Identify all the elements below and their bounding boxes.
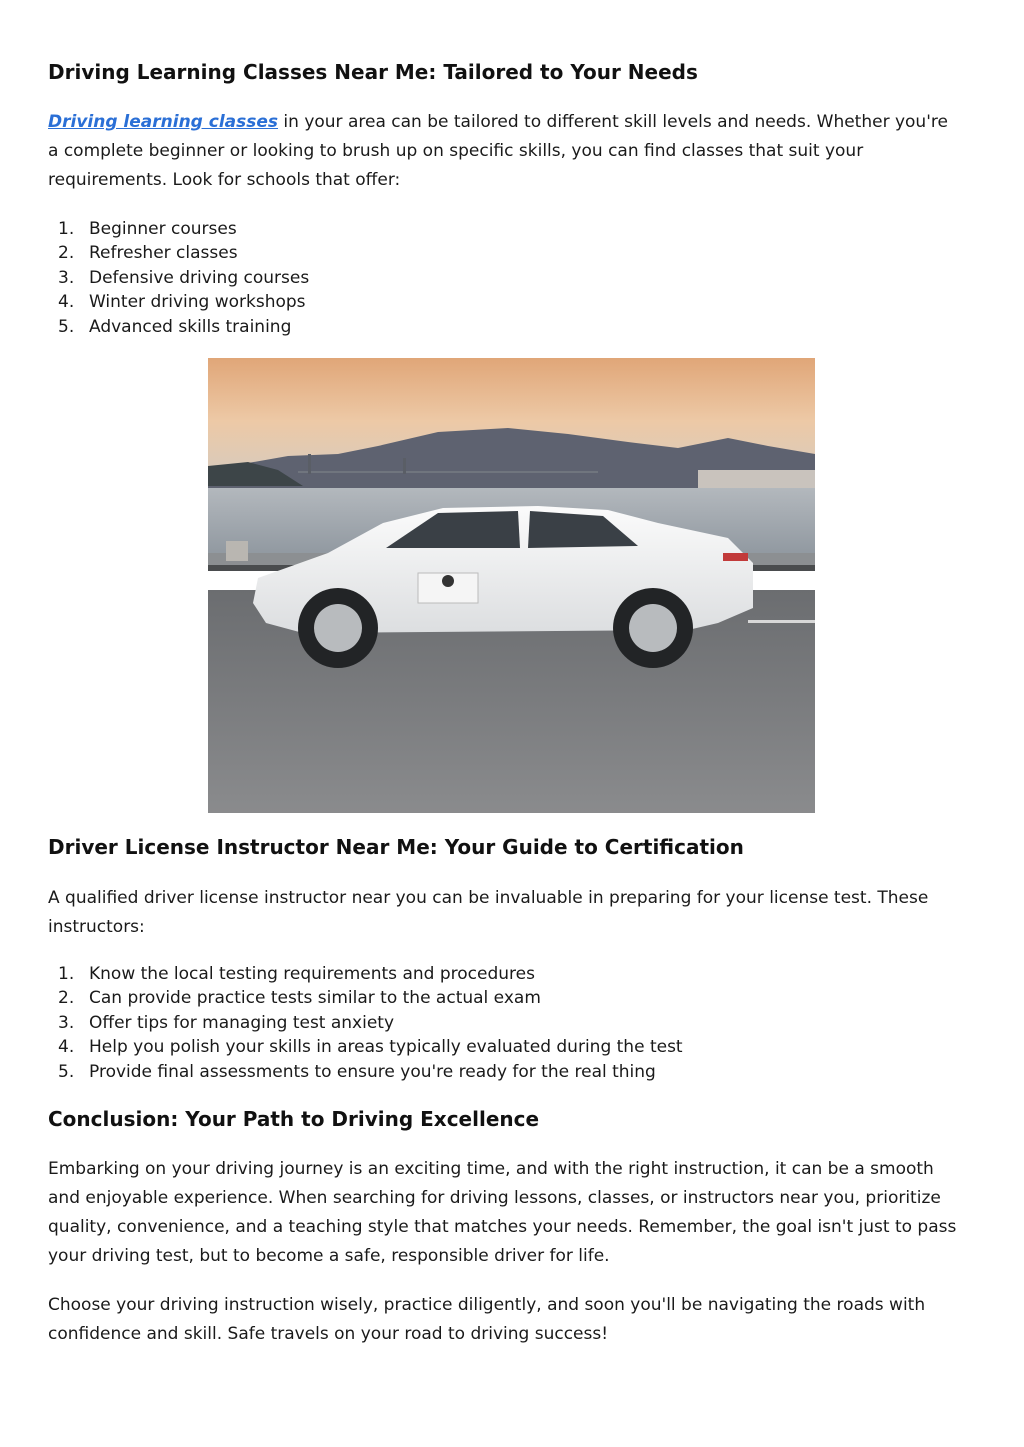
conclusion-paragraph-2: Choose your driving instruction wisely, practice diligently, and soon you'll be navigating the roads with confidence and skill. Safe travels on your road to driving success! [48, 1295, 926, 1344]
list-item: 5. Provide final assessments to ensure you're ready for the real thing [58, 1061, 656, 1082]
list-item: 3. Offer tips for managing test anxiety [58, 1012, 395, 1033]
section-heading-classes: Driving Learning Classes Near Me: Tailored to Your Needs [48, 60, 698, 84]
list-item: 1. Beginner courses [58, 219, 237, 239]
instructor-intro-paragraph: A qualified driver license instructor near you can be invaluable in preparing for your license test. These instructors: [48, 888, 929, 937]
list-item: 3. Defensive driving courses [58, 267, 310, 288]
section-heading-conclusion: Conclusion: Your Path to Driving Excellence [48, 1107, 540, 1131]
section-heading-instructor: Driver License Instructor Near Me: Your Guide to Certification [48, 835, 744, 859]
conclusion-paragraph-1: Embarking on your driving journey is an exciting time, and with the right instruction, it can be a smooth and enjoyable experience. When searching for driving lessons, classes, or instructors near you, prioritize quality, convenience, and a teaching style that matches your needs. Remember, the goal isn't just to pass your driving test, but to become a safe, responsible driver for life. [48, 1159, 957, 1266]
list-item: 5. Advanced skills training [58, 316, 292, 337]
list-item: 1. Know the local testing requirements and procedures [58, 964, 535, 984]
car-photo [208, 358, 815, 813]
driving-learning-classes-link[interactable]: Driving learning classes [48, 112, 279, 132]
list-item: 4. Winter driving workshops [58, 292, 306, 313]
classes-intro-paragraph [48, 108, 963, 195]
list-item: 2. Refresher classes [58, 243, 238, 264]
list-item: 2. Can provide practice tests similar to the actual exam [58, 988, 541, 1009]
instructor-list [48, 962, 683, 1084]
classes-list [48, 217, 309, 339]
classes-intro-text: in your area can be tailored to different skill levels and needs. Whether you're a complete beginner or looking to brush up on specific skills, you can find classes that suit your requirements. Look for schools that offer: [48, 112, 948, 190]
list-item: 4. Help you polish your skills in areas typically evaluated during the test [58, 1037, 683, 1058]
